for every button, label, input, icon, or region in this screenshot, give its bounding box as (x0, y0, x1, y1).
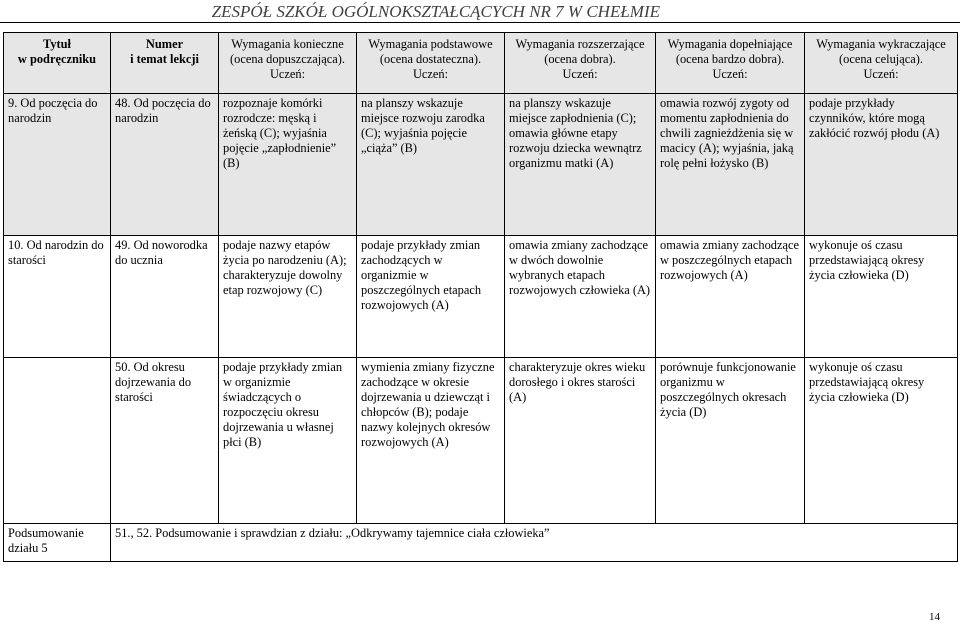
cell-podstawowe: na planszy wskazuje miejsce rozwoju zarodka (C); wyjaśnia pojęcie „ciąża” (B) (357, 94, 505, 236)
cell-wykraczajace: wykonuje oś czasu przedstawiającą okresy życia człowieka (D) (805, 236, 958, 358)
cell-podstawowe: podaje przykłady zmian zachodzących w organizmie w poszczególnych etapach rozwojowych (A) (357, 236, 505, 358)
cell-konieczne: rozpoznaje komórki rozrodcze: męską i żeńską (C); wyjaśnia pojęcie „zapłodnienie” (B) (219, 94, 357, 236)
cell-wykraczajace: podaje przykłady czynników, które mogą zakłócić rozwój płodu (A) (805, 94, 958, 236)
column-header-konieczne: Wymagania konieczne (ocena dopuszczająca). Uczeń: (219, 33, 357, 94)
cell-rozszerzajace: na planszy wskazuje miejsce zapłodnienia (C); omawia główne etapy rozwoju dziecka wewnątrz organizmu matki (A) (505, 94, 656, 236)
cell-dopelniajace: omawia zmiany zachodzące w poszczególnych etapach rozwojowych (A) (656, 236, 805, 358)
cell-rozszerzajace: omawia zmiany zachodzące w dwóch dowolnie wybranych etapach rozwojowych człowieka (A) (505, 236, 656, 358)
table-row (4, 358, 958, 524)
column-header-podstawowe: Wymagania podstawowe (ocena dostateczna). Uczeń: (357, 33, 505, 94)
header-rule (0, 22, 960, 23)
column-header-rozszerzajace: Wymagania rozszerzające (ocena dobra). Uczeń: (505, 33, 656, 94)
cell-lesson: 50. Od okresu dojrzewania do starości (111, 358, 219, 524)
cell-dopelniajace: omawia rozwój zygoty od momentu zapłodnienia do chwili zagnieżdżenia się w macicy (A); wyjaśnia, jaką rolę pełni łożysko (B) (656, 94, 805, 236)
cell-summary-title: Podsumowanie działu 5 (4, 524, 111, 562)
cell-lesson: 48. Od poczęcia do narodzin (111, 94, 219, 236)
cell-wykraczajace: wykonuje oś czasu przedstawiającą okresy życia człowieka (D) (805, 358, 958, 524)
cell-rozszerzajace: charakteryzuje okres wieku dorosłego i okres starości (A) (505, 358, 656, 524)
requirements-table (3, 32, 958, 562)
cell-title (4, 358, 111, 524)
cell-konieczne: podaje nazwy etapów życia po narodzeniu (A); charakteryzuje dowolny etap rozwojowy (C) (219, 236, 357, 358)
cell-dopelniajace: porównuje funkcjonowanie organizmu w poszczególnych okresach życia (D) (656, 358, 805, 524)
table-header-row (4, 33, 958, 94)
cell-summary-text: 51., 52. Podsumowanie i sprawdzian z działu: „Odkrywamy tajemnice ciała człowieka” (111, 524, 958, 562)
column-header-lesson: Numer i temat lekcji (111, 33, 219, 94)
cell-title: 9. Od poczęcia do narodzin (4, 94, 111, 236)
summary-row (4, 524, 958, 562)
cell-podstawowe: wymienia zmiany fizyczne zachodzące w okresie dojrzewania u dziewcząt i chłopców (B); podaje nazwy kolejnych okresów rozwojowych (A) (357, 358, 505, 524)
school-name: ZESPÓŁ SZKÓŁ OGÓLNOKSZTAŁCĄCYCH NR 7 W CHEŁMIE (211, 2, 660, 21)
page-number: 14 (929, 611, 940, 623)
cell-title: 10. Od narodzin do starości (4, 236, 111, 358)
column-header-wykraczajace: Wymagania wykraczające (ocena celująca). Uczeń: (805, 33, 958, 94)
cell-lesson: 49. Od noworodka do ucznia (111, 236, 219, 358)
column-header-dopelniajace: Wymagania dopełniające (ocena bardzo dobra). Uczeń: (656, 33, 805, 94)
column-header-title: Tytuł w podręczniku (4, 33, 111, 94)
cell-konieczne: podaje przykłady zmian w organizmie świadczących o rozpoczęciu okresu dojrzewania u własnej płci (B) (219, 358, 357, 524)
table-row (4, 94, 958, 236)
page-header (0, 0, 960, 26)
table-row (4, 236, 958, 358)
